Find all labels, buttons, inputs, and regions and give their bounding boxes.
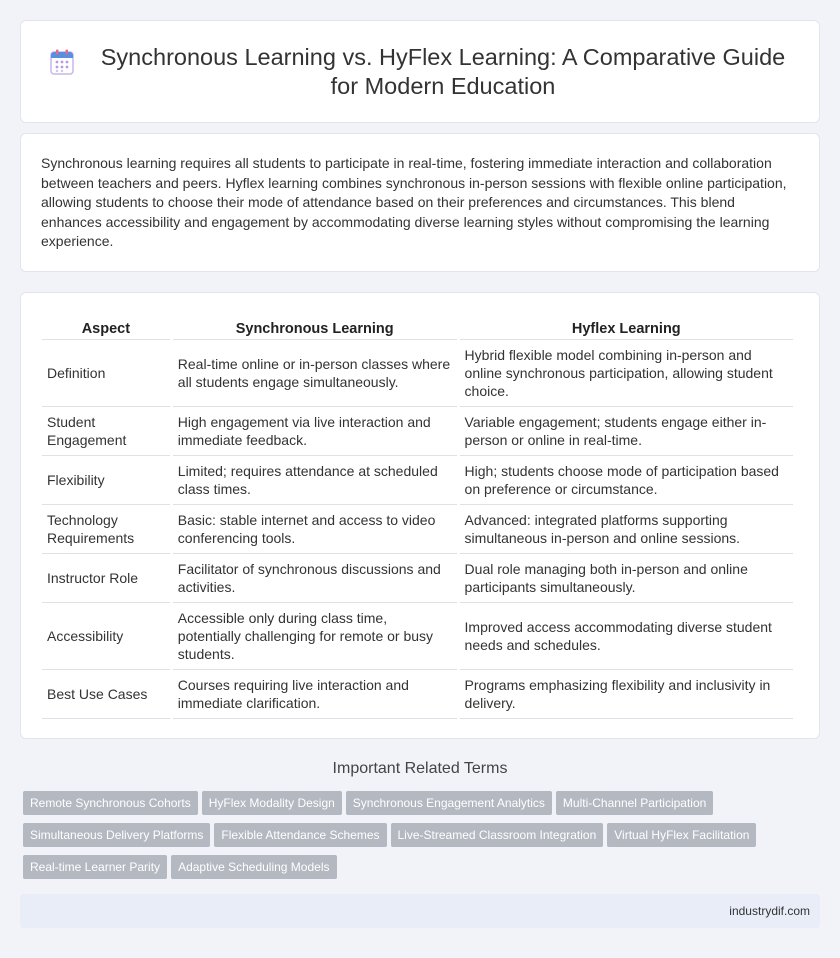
- hyflex-cell: Variable engagement; students engage either in-person or online in real-time.: [460, 407, 793, 456]
- comparison-table-card: [20, 292, 820, 739]
- table-row: [42, 456, 793, 505]
- aspect-cell: Accessibility: [42, 603, 170, 670]
- related-term-tag[interactable]: Real-time Learner Parity: [23, 855, 167, 879]
- aspect-cell: Student Engagement: [42, 407, 170, 456]
- related-terms-tags: [23, 791, 813, 887]
- hyflex-cell: High; students choose mode of participation based on preference or circumstance.: [460, 456, 793, 505]
- synchronous-cell: Real-time online or in-person classes where all students engage simultaneously.: [173, 340, 457, 407]
- synchronous-cell: Accessible only during class time, potentially challenging for remote or busy students.: [173, 603, 457, 670]
- aspect-cell: Definition: [42, 340, 170, 407]
- table-header-row: [42, 315, 793, 340]
- comparison-table: [39, 315, 796, 719]
- footer: [20, 894, 820, 928]
- related-term-tag[interactable]: Remote Synchronous Cohorts: [23, 791, 198, 815]
- synchronous-cell: Courses requiring live interaction and immediate clarification.: [173, 670, 457, 719]
- table-row: [42, 603, 793, 670]
- aspect-cell: Instructor Role: [42, 554, 170, 603]
- table-row: [42, 340, 793, 407]
- related-term-tag[interactable]: Synchronous Engagement Analytics: [346, 791, 552, 815]
- related-term-tag[interactable]: Multi-Channel Participation: [556, 791, 713, 815]
- synchronous-cell: Basic: stable internet and access to video conferencing tools.: [173, 505, 457, 554]
- table-row: [42, 505, 793, 554]
- hyflex-cell: Programs emphasizing flexibility and inclusivity in delivery.: [460, 670, 793, 719]
- title-wrap: [50, 43, 790, 101]
- related-term-tag[interactable]: HyFlex Modality Design: [202, 791, 342, 815]
- intro-card: [20, 133, 820, 272]
- related-terms-heading: Important Related Terms: [332, 760, 508, 777]
- synchronous-cell: High engagement via live interaction and immediate feedback.: [173, 407, 457, 456]
- hyflex-cell: Advanced: integrated platforms supporting simultaneous in-person and online sessions.: [460, 505, 793, 554]
- table-row: [42, 554, 793, 603]
- aspect-cell: Flexibility: [42, 456, 170, 505]
- hyflex-cell: Improved access accommodating diverse student needs and schedules.: [460, 603, 793, 670]
- related-term-tag[interactable]: Simultaneous Delivery Platforms: [23, 823, 210, 847]
- column-header-synchronous: Synchronous Learning: [173, 315, 457, 340]
- hyflex-cell: Hybrid flexible model combining in-person and online synchronous participation, allowing student choice.: [460, 340, 793, 407]
- table-row: [42, 407, 793, 456]
- hyflex-cell: Dual role managing both in-person and online participants simultaneously.: [460, 554, 793, 603]
- table-row: [42, 670, 793, 719]
- intro-paragraph: Synchronous learning requires all students to participate in real-time, fostering immediate interaction and collaboration between teachers and peers. Hyflex learning combines synchronous in-person sessions with flexible online participation, allowing students to choose their mode of attendance based on their preferences and circumstances. This blend enhances accessibility and engagement by accommodating diverse learning styles without compromising the learning experience.: [41, 155, 787, 250]
- column-header-hyflex: Hyflex Learning: [460, 315, 793, 340]
- synchronous-cell: Limited; requires attendance at scheduled class times.: [173, 456, 457, 505]
- footer-site-link[interactable]: industrydif.com: [729, 904, 810, 918]
- column-header-aspect: Aspect: [42, 315, 170, 340]
- related-term-tag[interactable]: Adaptive Scheduling Models: [171, 855, 336, 879]
- page-title: Synchronous Learning vs. HyFlex Learning: A Comparative Guide for Modern Education: [100, 43, 786, 99]
- related-term-tag[interactable]: Virtual HyFlex Facilitation: [607, 823, 756, 847]
- aspect-cell: Best Use Cases: [42, 670, 170, 719]
- aspect-cell: Technology Requirements: [42, 505, 170, 554]
- title-card: [20, 20, 820, 123]
- synchronous-cell: Facilitator of synchronous discussions and activities.: [173, 554, 457, 603]
- calendar-icon: [50, 49, 74, 75]
- related-term-tag[interactable]: Flexible Attendance Schemes: [214, 823, 386, 847]
- related-term-tag[interactable]: Live-Streamed Classroom Integration: [391, 823, 604, 847]
